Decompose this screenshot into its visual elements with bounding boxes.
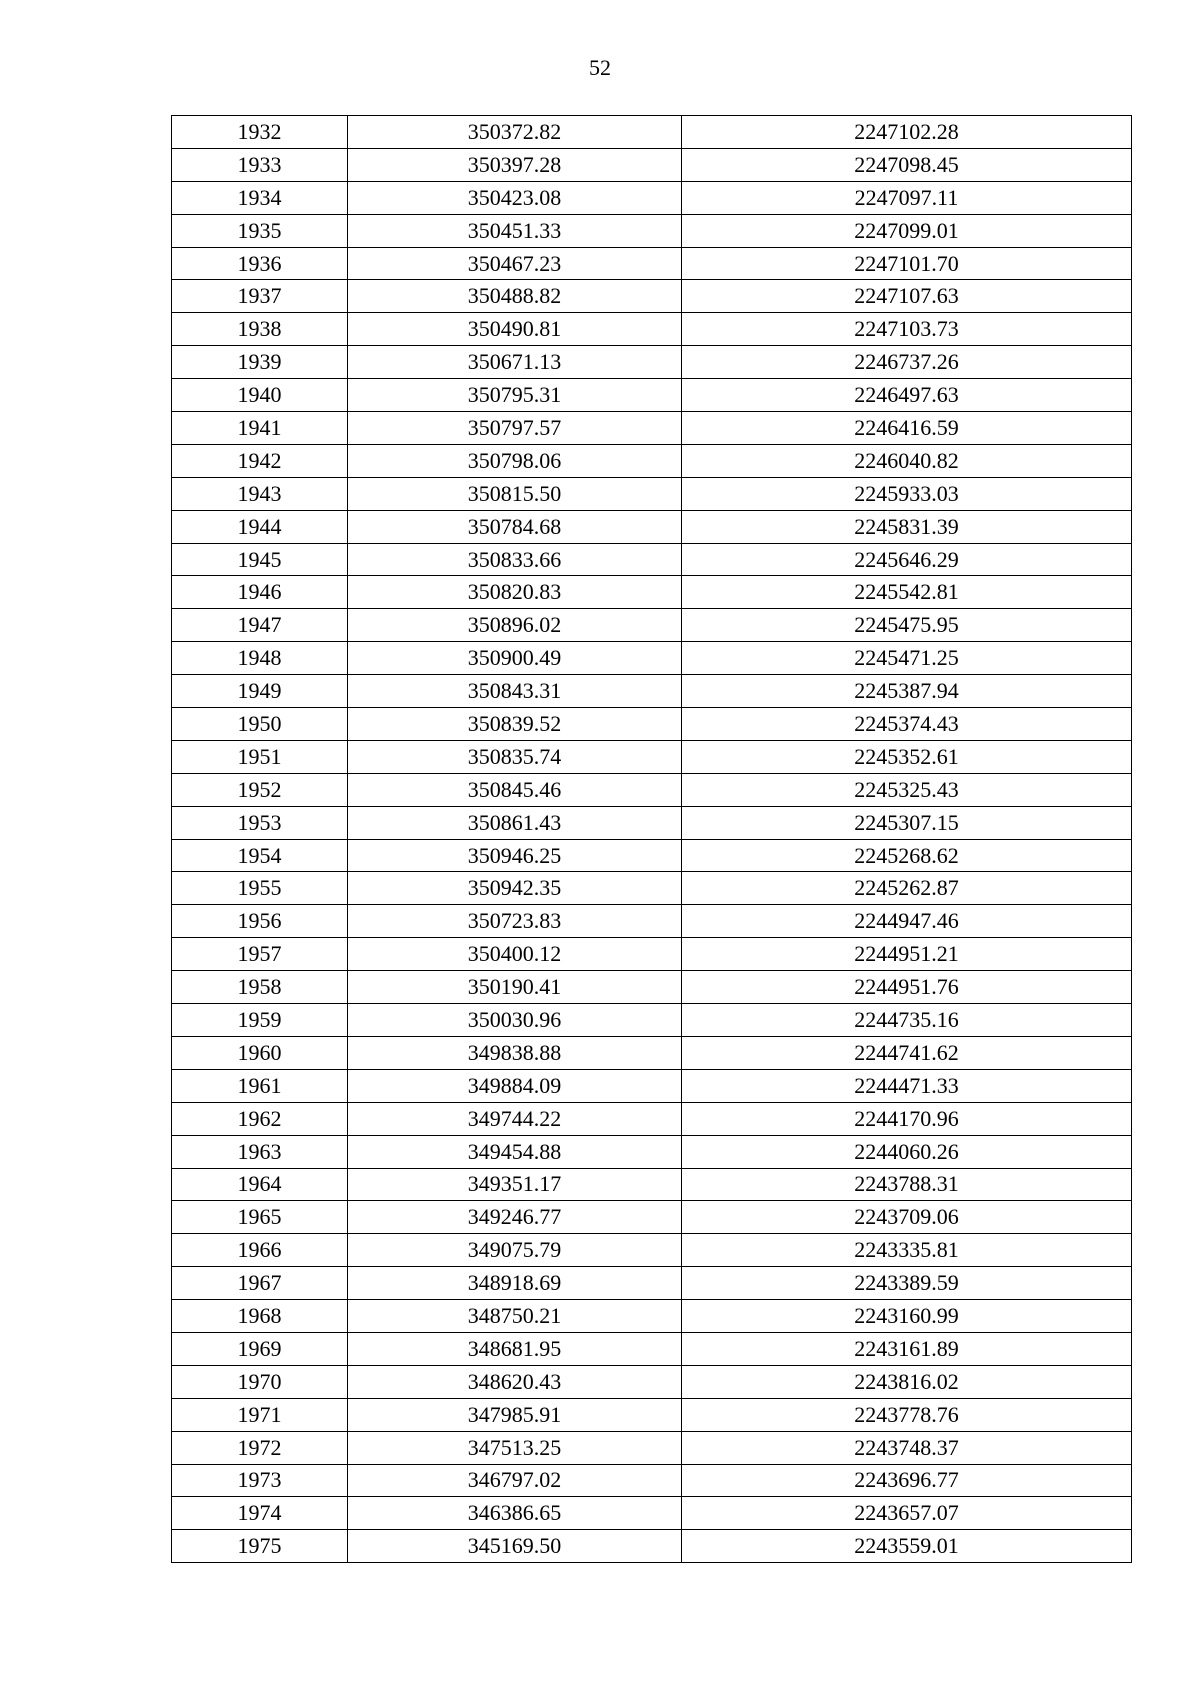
x-coordinate-cell: 350030.96	[348, 1004, 682, 1037]
y-coordinate-cell: 2245646.29	[682, 543, 1132, 576]
x-coordinate-cell: 350900.49	[348, 642, 682, 675]
y-coordinate-cell: 2246497.63	[682, 379, 1132, 412]
y-coordinate-cell: 2243160.99	[682, 1300, 1132, 1333]
table-row	[172, 477, 1132, 510]
table-row	[172, 313, 1132, 346]
point-number-cell: 1962	[172, 1102, 348, 1135]
point-number-cell: 1952	[172, 773, 348, 806]
y-coordinate-cell: 2244951.21	[682, 938, 1132, 971]
point-number-cell: 1954	[172, 839, 348, 872]
x-coordinate-cell: 350795.31	[348, 379, 682, 412]
x-coordinate-cell: 350451.33	[348, 214, 682, 247]
x-coordinate-cell: 350896.02	[348, 609, 682, 642]
point-number-cell: 1959	[172, 1004, 348, 1037]
table-row	[172, 1398, 1132, 1431]
point-number-cell: 1941	[172, 412, 348, 445]
coordinates-table-body	[172, 116, 1132, 1563]
table-row	[172, 642, 1132, 675]
table-row	[172, 971, 1132, 1004]
x-coordinate-cell: 350467.23	[348, 247, 682, 280]
y-coordinate-cell: 2245374.43	[682, 708, 1132, 741]
table-row	[172, 148, 1132, 181]
x-coordinate-cell: 349454.88	[348, 1135, 682, 1168]
table-row	[172, 1497, 1132, 1530]
x-coordinate-cell: 348918.69	[348, 1267, 682, 1300]
point-number-cell: 1949	[172, 675, 348, 708]
y-coordinate-cell: 2243389.59	[682, 1267, 1132, 1300]
y-coordinate-cell: 2247102.28	[682, 116, 1132, 149]
point-number-cell: 1939	[172, 346, 348, 379]
x-coordinate-cell: 350423.08	[348, 181, 682, 214]
x-coordinate-cell: 350861.43	[348, 806, 682, 839]
x-coordinate-cell: 350397.28	[348, 148, 682, 181]
y-coordinate-cell: 2245933.03	[682, 477, 1132, 510]
y-coordinate-cell: 2245475.95	[682, 609, 1132, 642]
y-coordinate-cell: 2244735.16	[682, 1004, 1132, 1037]
table-row	[172, 1530, 1132, 1563]
point-number-cell: 1966	[172, 1234, 348, 1267]
table-row	[172, 1267, 1132, 1300]
table-row	[172, 1135, 1132, 1168]
table-row	[172, 1036, 1132, 1069]
x-coordinate-cell: 350815.50	[348, 477, 682, 510]
point-number-cell: 1967	[172, 1267, 348, 1300]
x-coordinate-cell: 350372.82	[348, 116, 682, 149]
y-coordinate-cell: 2247098.45	[682, 148, 1132, 181]
point-number-cell: 1950	[172, 708, 348, 741]
table-row	[172, 675, 1132, 708]
table-row	[172, 379, 1132, 412]
table-row	[172, 214, 1132, 247]
y-coordinate-cell: 2245352.61	[682, 740, 1132, 773]
point-number-cell: 1960	[172, 1036, 348, 1069]
point-number-cell: 1932	[172, 116, 348, 149]
point-number-cell: 1969	[172, 1332, 348, 1365]
point-number-cell: 1971	[172, 1398, 348, 1431]
y-coordinate-cell: 2243816.02	[682, 1365, 1132, 1398]
table-row	[172, 806, 1132, 839]
x-coordinate-cell: 346797.02	[348, 1464, 682, 1497]
table-row	[172, 247, 1132, 280]
y-coordinate-cell: 2245542.81	[682, 576, 1132, 609]
table-row	[172, 938, 1132, 971]
y-coordinate-cell: 2243709.06	[682, 1201, 1132, 1234]
y-coordinate-cell: 2245831.39	[682, 510, 1132, 543]
x-coordinate-cell: 350942.35	[348, 872, 682, 905]
x-coordinate-cell: 349884.09	[348, 1069, 682, 1102]
table-row	[172, 905, 1132, 938]
x-coordinate-cell: 350946.25	[348, 839, 682, 872]
y-coordinate-cell: 2243559.01	[682, 1530, 1132, 1563]
table-row	[172, 116, 1132, 149]
y-coordinate-cell: 2247097.11	[682, 181, 1132, 214]
y-coordinate-cell: 2245325.43	[682, 773, 1132, 806]
y-coordinate-cell: 2247099.01	[682, 214, 1132, 247]
point-number-cell: 1937	[172, 280, 348, 313]
point-number-cell: 1956	[172, 905, 348, 938]
table-row	[172, 510, 1132, 543]
point-number-cell: 1934	[172, 181, 348, 214]
y-coordinate-cell: 2247101.70	[682, 247, 1132, 280]
table-row	[172, 1234, 1132, 1267]
x-coordinate-cell: 348681.95	[348, 1332, 682, 1365]
x-coordinate-cell: 347985.91	[348, 1398, 682, 1431]
point-number-cell: 1964	[172, 1168, 348, 1201]
x-coordinate-cell: 349744.22	[348, 1102, 682, 1135]
x-coordinate-cell: 350843.31	[348, 675, 682, 708]
table-row	[172, 839, 1132, 872]
y-coordinate-cell: 2245268.62	[682, 839, 1132, 872]
x-coordinate-cell: 350797.57	[348, 412, 682, 445]
y-coordinate-cell: 2244170.96	[682, 1102, 1132, 1135]
table-row	[172, 1332, 1132, 1365]
x-coordinate-cell: 345169.50	[348, 1530, 682, 1563]
y-coordinate-cell: 2245307.15	[682, 806, 1132, 839]
table-row	[172, 1300, 1132, 1333]
point-number-cell: 1955	[172, 872, 348, 905]
table-row	[172, 444, 1132, 477]
point-number-cell: 1961	[172, 1069, 348, 1102]
x-coordinate-cell: 350784.68	[348, 510, 682, 543]
point-number-cell: 1968	[172, 1300, 348, 1333]
y-coordinate-cell: 2247103.73	[682, 313, 1132, 346]
x-coordinate-cell: 348750.21	[348, 1300, 682, 1333]
table-row	[172, 1069, 1132, 1102]
x-coordinate-cell: 349246.77	[348, 1201, 682, 1234]
x-coordinate-cell: 350723.83	[348, 905, 682, 938]
table-row	[172, 773, 1132, 806]
table-row	[172, 609, 1132, 642]
table-row	[172, 1004, 1132, 1037]
y-coordinate-cell: 2246416.59	[682, 412, 1132, 445]
table-row	[172, 412, 1132, 445]
x-coordinate-cell: 348620.43	[348, 1365, 682, 1398]
y-coordinate-cell: 2244947.46	[682, 905, 1132, 938]
x-coordinate-cell: 350488.82	[348, 280, 682, 313]
point-number-cell: 1958	[172, 971, 348, 1004]
y-coordinate-cell: 2243696.77	[682, 1464, 1132, 1497]
point-number-cell: 1970	[172, 1365, 348, 1398]
point-number-cell: 1973	[172, 1464, 348, 1497]
x-coordinate-cell: 349351.17	[348, 1168, 682, 1201]
point-number-cell: 1943	[172, 477, 348, 510]
point-number-cell: 1948	[172, 642, 348, 675]
x-coordinate-cell: 350671.13	[348, 346, 682, 379]
y-coordinate-cell: 2243778.76	[682, 1398, 1132, 1431]
table-row	[172, 740, 1132, 773]
point-number-cell: 1972	[172, 1431, 348, 1464]
y-coordinate-cell: 2246040.82	[682, 444, 1132, 477]
point-number-cell: 1938	[172, 313, 348, 346]
point-number-cell: 1974	[172, 1497, 348, 1530]
x-coordinate-cell: 349075.79	[348, 1234, 682, 1267]
point-number-cell: 1945	[172, 543, 348, 576]
y-coordinate-cell: 2245471.25	[682, 642, 1132, 675]
point-number-cell: 1975	[172, 1530, 348, 1563]
point-number-cell: 1957	[172, 938, 348, 971]
coordinates-table	[171, 115, 1132, 1563]
y-coordinate-cell: 2247107.63	[682, 280, 1132, 313]
table-row	[172, 280, 1132, 313]
y-coordinate-cell: 2244471.33	[682, 1069, 1132, 1102]
x-coordinate-cell: 350820.83	[348, 576, 682, 609]
table-row	[172, 1431, 1132, 1464]
page-number: 52	[589, 55, 611, 80]
y-coordinate-cell: 2243788.31	[682, 1168, 1132, 1201]
x-coordinate-cell: 350845.46	[348, 773, 682, 806]
x-coordinate-cell: 350798.06	[348, 444, 682, 477]
x-coordinate-cell: 350400.12	[348, 938, 682, 971]
x-coordinate-cell: 350835.74	[348, 740, 682, 773]
x-coordinate-cell: 349838.88	[348, 1036, 682, 1069]
y-coordinate-cell: 2246737.26	[682, 346, 1132, 379]
point-number-cell: 1951	[172, 740, 348, 773]
table-row	[172, 708, 1132, 741]
x-coordinate-cell: 347513.25	[348, 1431, 682, 1464]
table-row	[172, 181, 1132, 214]
point-number-cell: 1942	[172, 444, 348, 477]
y-coordinate-cell: 2244741.62	[682, 1036, 1132, 1069]
point-number-cell: 1953	[172, 806, 348, 839]
y-coordinate-cell: 2243161.89	[682, 1332, 1132, 1365]
table-row	[172, 346, 1132, 379]
y-coordinate-cell: 2245387.94	[682, 675, 1132, 708]
table-row	[172, 1365, 1132, 1398]
y-coordinate-cell: 2245262.87	[682, 872, 1132, 905]
y-coordinate-cell: 2243748.37	[682, 1431, 1132, 1464]
x-coordinate-cell: 350833.66	[348, 543, 682, 576]
point-number-cell: 1944	[172, 510, 348, 543]
table-row	[172, 1102, 1132, 1135]
point-number-cell: 1935	[172, 214, 348, 247]
table-row	[172, 872, 1132, 905]
table-row	[172, 1464, 1132, 1497]
point-number-cell: 1947	[172, 609, 348, 642]
y-coordinate-cell: 2244951.76	[682, 971, 1132, 1004]
table-row	[172, 1168, 1132, 1201]
point-number-cell: 1965	[172, 1201, 348, 1234]
x-coordinate-cell: 350190.41	[348, 971, 682, 1004]
y-coordinate-cell: 2243657.07	[682, 1497, 1132, 1530]
point-number-cell: 1940	[172, 379, 348, 412]
table-row	[172, 576, 1132, 609]
point-number-cell: 1946	[172, 576, 348, 609]
point-number-cell: 1936	[172, 247, 348, 280]
y-coordinate-cell: 2244060.26	[682, 1135, 1132, 1168]
table-row	[172, 1201, 1132, 1234]
y-coordinate-cell: 2243335.81	[682, 1234, 1132, 1267]
table-row	[172, 543, 1132, 576]
x-coordinate-cell: 350839.52	[348, 708, 682, 741]
point-number-cell: 1933	[172, 148, 348, 181]
point-number-cell: 1963	[172, 1135, 348, 1168]
x-coordinate-cell: 350490.81	[348, 313, 682, 346]
x-coordinate-cell: 346386.65	[348, 1497, 682, 1530]
